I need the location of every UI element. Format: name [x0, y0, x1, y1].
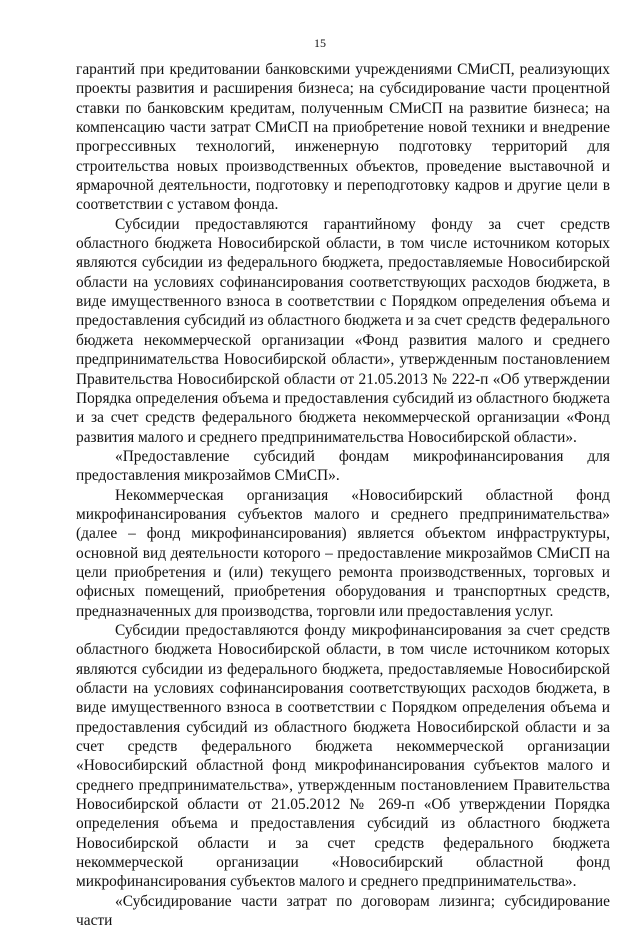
- paragraph-guarantee-purposes: гарантий при кредитовании банковскими учреждениями СМиСП, реализующих проекты развития и расширения бизнеса; на субсидирование части процентной ставки по банковским кредитам, полученным СМиСП на развитие бизнеса; на компенсацию части затрат СМиСП на приобретение новой техники и внедрение прогрессивных технологий, инженерную подготовку территорий для строительства новых производственных объектов, проведение выставочной и ярмарочной деятельности, подготовку и переподготовку кадров и другие цели в соответствии с уставом фонда.: [76, 61, 610, 214]
- paragraph-guarantee-fund-subsidies: Субсидии предоставляются гарантийному фонду за счет средств областного бюджета Новосибирской области, в том числе источником которых являются субсидии из федерального бюджета, предоставляемые Новосибирской области на условиях софинансирования соответствующих расходов бюджета, в виде имущественного взноса в соответствии с Порядком определения объема и предоставления субсидий из областного бюджета и за счет средств федерального бюджета некоммерческой организации «Фонд развития малого и среднего предпринимательства Новосибирской области», утвержденным постановлением Правительства Новосибирской области от 21.05.2013 № 222-п «Об утверждении Порядка определения объема и предоставления субсидий из областного бюджета и за счет средств федерального бюджета некоммерческой организации «Фонд развития малого и среднего предпринимательства Новосибирской области».: [76, 215, 610, 446]
- document-body: [76, 60, 610, 930]
- paragraph-microfinance-heading: «Предоставление субсидий фондам микрофинансирования для предоставления микрозаймов СМиСП».: [76, 447, 610, 485]
- paragraph-microfinance-subsidies: Субсидии предоставляются фонду микрофинансирования за счет средств областного бюджета Новосибирской области, в том числе источником которых являются субсидии из федерального бюджета, предоставляемые Новосибирской области на условиях софинансирования соответствующих расходов бюджета, в виде имущественного взноса в соответствии с Порядком определения объема и предоставления субсидий из областного бюджета Новосибирской области и за счет средств федерального бюджета некоммерческой организации «Новосибирский областной фонд микрофинансирования субъектов малого и среднего предпринимательства», утвержденным постановлением Правительства Новосибирской области от 21.05.2012 № 269-п «Об утверждении Порядка определения объема и предоставления субсидий из областного бюджета Новосибирской области и за счет средств федерального бюджета некоммерческой организации «Новосибирский областной фонд микрофинансирования субъектов малого и среднего предпринимательства».: [76, 621, 610, 891]
- page-number: 15: [314, 36, 326, 50]
- paragraph-leasing-heading: «Субсидирование части затрат по договорам лизинга; субсидирование части: [76, 892, 610, 930]
- paragraph-microfinance-organization: Некоммерческая организация «Новосибирский областной фонд микрофинансирования субъектов малого и среднего предпринимательства» (далее – фонд микрофинансирования) является объектом инфраструктуры, основной вид деятельности которого – предоставление микрозаймов СМиСП на цели приобретения и (или) текущего ремонта производственных, торговых и офисных помещений, приобретения оборудования и транспортных средств, предназначенных для производства, торговли или предоставления услуг.: [76, 486, 610, 620]
